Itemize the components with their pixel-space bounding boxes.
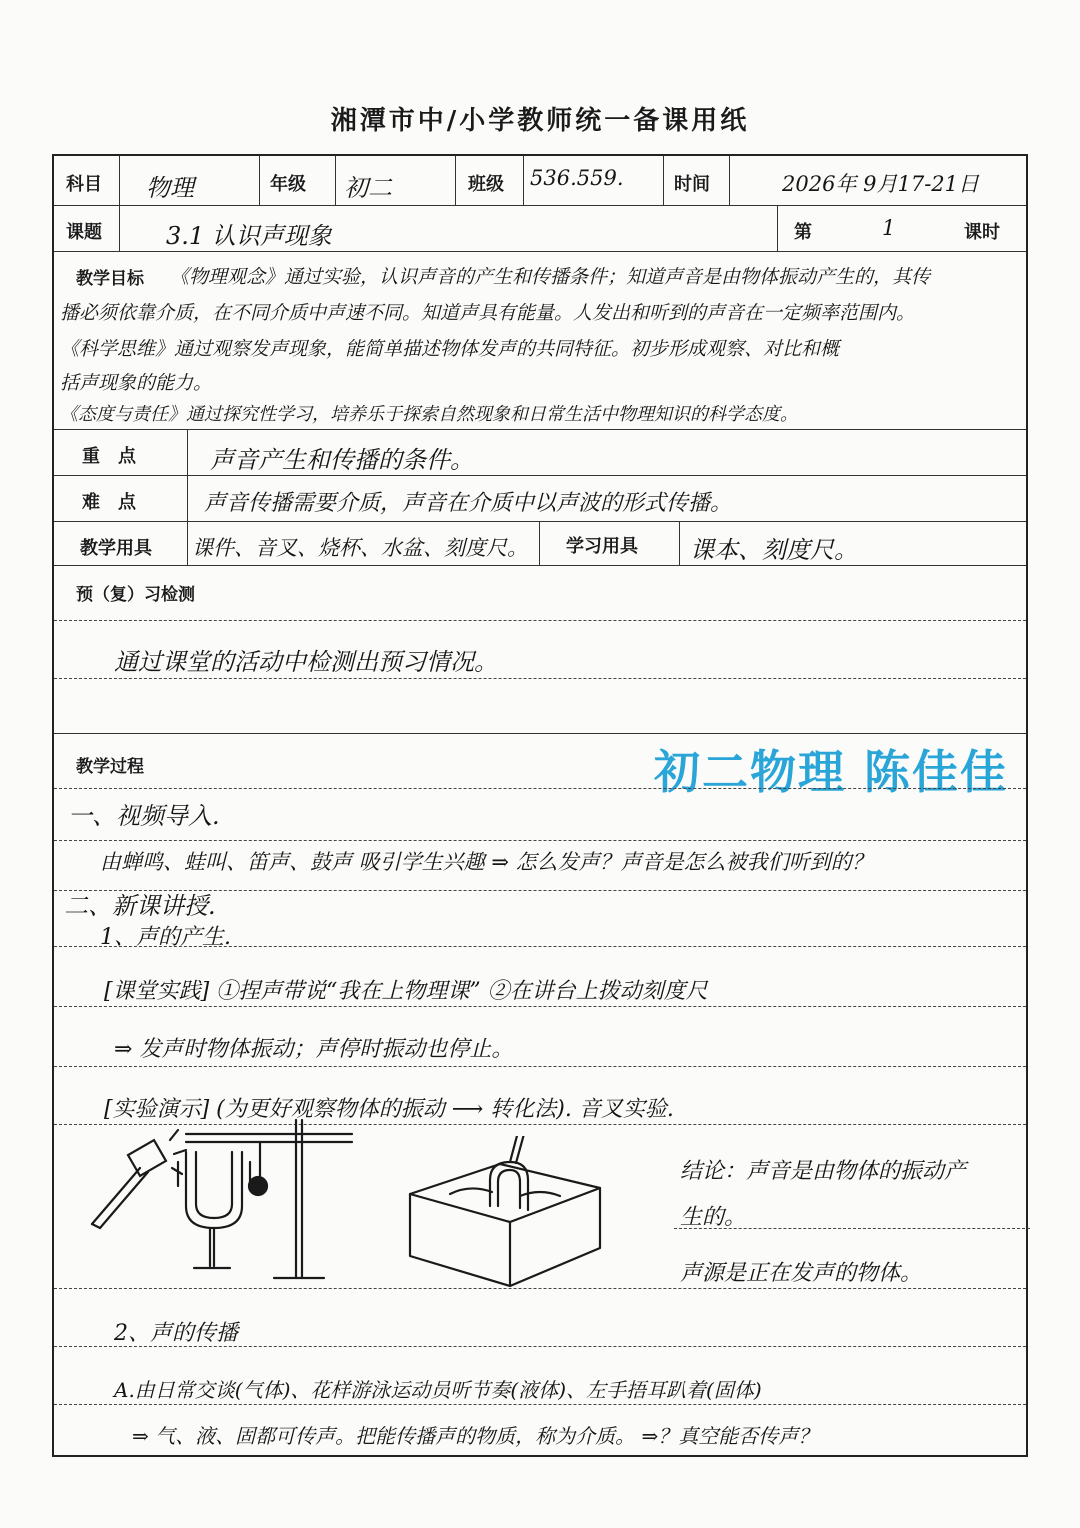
class-value: 536.559. <box>530 166 624 190</box>
grade-label: 年级 <box>270 174 306 195</box>
objective-line: 《科学思维》通过观察发声现象，能简单描述物体发声的共同特征。初步形成观察、对比和概 <box>60 338 840 360</box>
objectives-row <box>54 252 1026 430</box>
objective-line: 《态度与责任》通过探究性学习，培养乐于探索自然现象和日常生活中物理知识的科学态度。 <box>60 404 798 425</box>
key-point-label: 重 点 <box>82 446 136 467</box>
objectives-label: 教学目标 <box>76 269 144 289</box>
preview-text: 通过课堂的活动中检测出预习情况。 <box>114 648 498 676</box>
period-prefix: 第 <box>794 222 812 243</box>
hammer-tuning-fork-ball-icon <box>74 1116 374 1286</box>
objective-line: 括声现象的能力。 <box>60 372 213 394</box>
process-line: 二、新课讲授. <box>64 892 216 920</box>
process-line: 声源是正在发声的物体。 <box>680 1261 923 1286</box>
topic-row <box>54 206 1026 252</box>
period-suffix: 课时 <box>964 222 1000 243</box>
process-line: 一、视频导入. <box>68 802 220 830</box>
difficulty-value: 声音传播需要介质，声音在介质中以声波的形式传播。 <box>204 491 733 516</box>
grade-value: 初二 <box>344 174 392 202</box>
process-line: 结论：声音是由物体的振动产 <box>680 1159 967 1184</box>
period-value: 1 <box>882 216 896 240</box>
lesson-plan-sheet <box>52 154 1028 1457</box>
process-line: ⇒ 发声时物体振动；声停时振动也停止。 <box>114 1037 514 1062</box>
topic-label: 课题 <box>66 222 102 243</box>
study-tools-label: 学习用具 <box>566 536 638 557</box>
study-tools-value: 课本、刻度尺。 <box>690 536 858 564</box>
difficulty-label: 难 点 <box>82 492 136 513</box>
info-row <box>54 156 1026 206</box>
process-line: 由蝉鸣、蛙叫、笛声、鼓声 吸引学生兴趣 ⇒ 怎么发声？声音是怎么被我们听到的？ <box>100 850 873 874</box>
class-label: 班级 <box>468 174 504 195</box>
objective-line: 《物理观念》通过实验，认识声音的产生和传播条件；知道声音是由物体振动产生的，其传 <box>170 266 931 288</box>
difficulty-row <box>54 476 1026 522</box>
subject-value: 物理 <box>146 174 194 202</box>
process-line: 1、声的产生. <box>100 925 231 950</box>
tuning-fork-water-basin-icon <box>400 1136 630 1296</box>
process-line: 2、声的传播 <box>114 1321 238 1346</box>
teaching-tools-value: 课件、音叉、烧杯、水盆、刻度尺。 <box>192 536 528 560</box>
teaching-tools-label: 教学用具 <box>80 538 152 559</box>
page-title: 湘潭市中/小学教师统一备课用纸 <box>330 106 750 136</box>
objective-line: 播必须依靠介质，在不同介质中声速不同。知道声具有能量。人发出和听到的声音在一定频率范围内。 <box>60 302 916 324</box>
process-line: [课堂实践] ①捏声带说“我在上物理课” ②在讲台上拨动刻度尺 <box>104 979 708 1004</box>
time-value: 2026年 9月17-21日 <box>782 172 980 196</box>
preview-label: 预（复）习检测 <box>76 585 195 605</box>
preview-row <box>54 566 1026 734</box>
author-watermark: 初二物理 陈佳佳 <box>654 745 1009 799</box>
process-line: A.由日常交谈(气体)、花样游泳运动员听节奏(液体)、左手捂耳趴着(固体) <box>114 1378 762 1402</box>
process-line: 生的。 <box>680 1205 747 1230</box>
subject-label: 科目 <box>66 174 102 195</box>
process-label: 教学过程 <box>76 757 144 777</box>
process-line: ⇒ 气、液、固都可传声。把能传播声的物质，称为介质。 ⇒？真空能否传声？ <box>132 1424 819 1448</box>
key-point-row <box>54 430 1026 476</box>
process-line: [实验演示] (为更好观察物体的振动 ⟶ 转化法). 音叉实验. <box>104 1097 674 1122</box>
tools-row <box>54 522 1026 566</box>
time-label: 时间 <box>674 174 710 195</box>
key-point-value: 声音产生和传播的条件。 <box>210 446 474 474</box>
topic-value: 3.1 认识声现象 <box>166 222 332 250</box>
